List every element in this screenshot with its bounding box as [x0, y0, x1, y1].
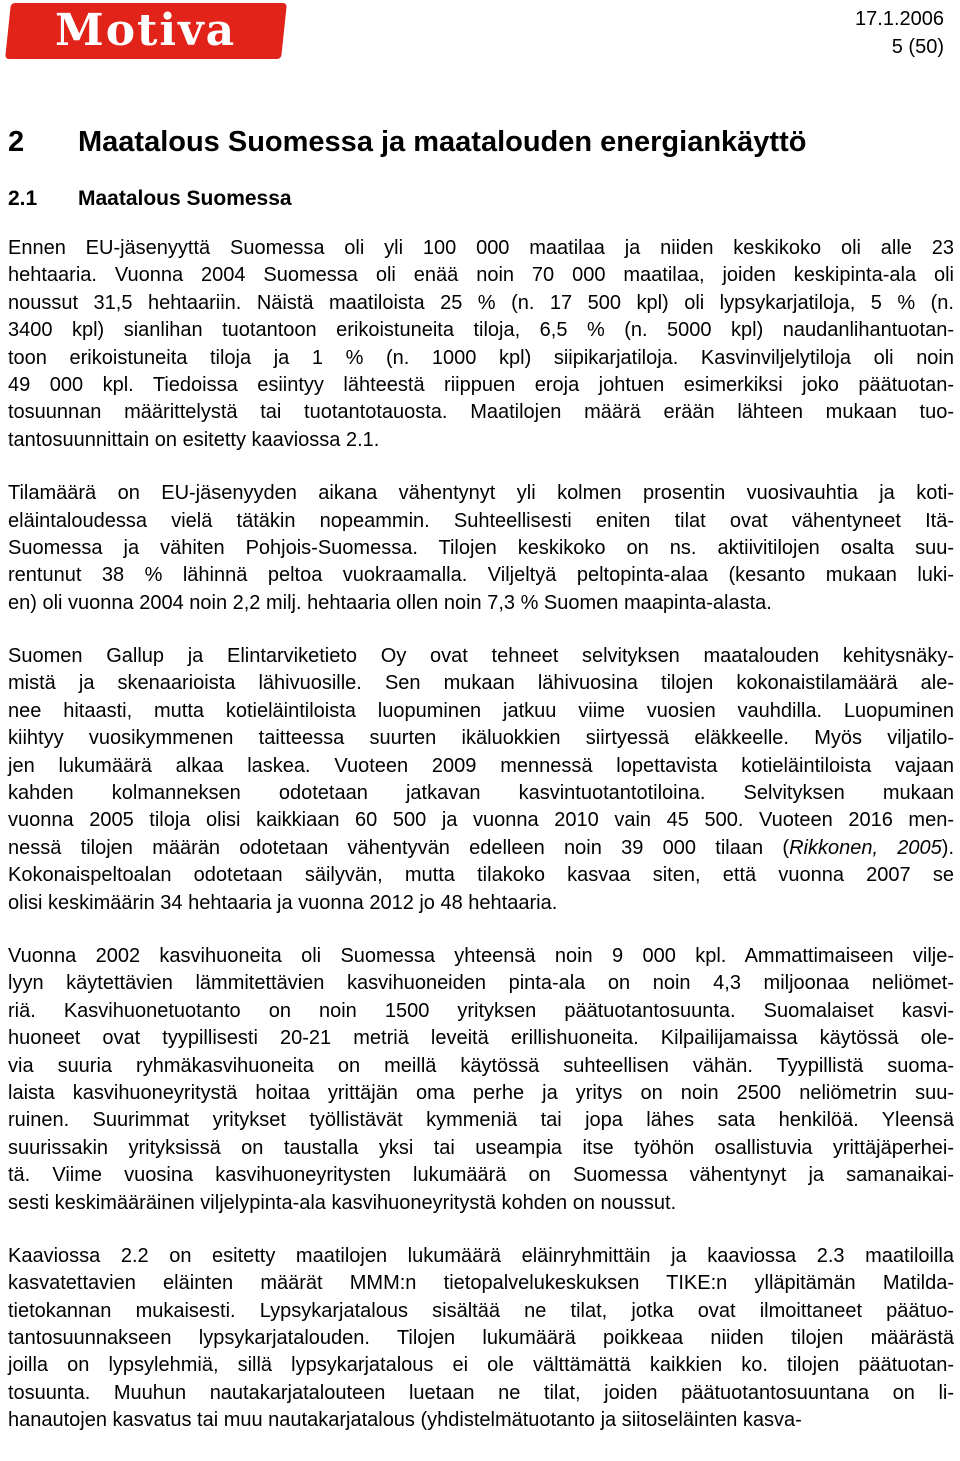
section-number: 2.1 [8, 187, 38, 210]
text-line [8, 862, 954, 889]
text-line [8, 725, 954, 752]
text-line-content: via suuria ryhmäkasvihuoneita on meillä käytössä suhteellisen vähän. Tyypillistä suoma- [8, 1054, 954, 1077]
text-line [8, 1190, 954, 1217]
text-line-content: vuonna 2005 tiloja olisi kaikkiaan 60 500 ja vuonna 2010 vain 45 500. Vuoteen 2016 men- [8, 809, 954, 832]
text-line [8, 1053, 954, 1080]
text-line [8, 372, 954, 399]
text-line-content: ruinen. Suurimmat yritykset työllistävät kymmeniä tai jopa lähes sata henkilöä. Yleensä [8, 1109, 954, 1132]
text-line-content: Tilamäärä on EU-jäsenyyden aikana vähentynyt yli kolmen prosentin vuosivauhtia ja koti- [8, 482, 954, 505]
motiva-logo [5, 3, 287, 59]
text-line [8, 943, 954, 970]
body-text [8, 235, 954, 1461]
document-date: 17.1.2006 [855, 8, 944, 30]
paragraph [8, 643, 954, 917]
text-line [8, 480, 954, 507]
text-line [8, 535, 954, 562]
page-header [0, 0, 960, 70]
text-line [8, 1270, 954, 1297]
text-line-content: mistä ja skenaarioista lähivuosille. Sen mukaan lähivuosina tilojen kokonaistilamäärä ale- [8, 672, 954, 695]
text-line-content: lyyn käytettävien lämmitettävien kasvihuoneiden pinta-ala on noin 4,3 miljoonaa neliömet- [8, 972, 954, 995]
text-line [8, 1080, 954, 1107]
text-line [8, 643, 954, 670]
text-line-content: sesti keskimääräinen viljelypinta-ala kasvihuoneyritystä kohden on noussut. [8, 1191, 677, 1214]
text-line-content: suurissakin yrityksissä on taustalla yksi tai useampia itse työhön osallistuvia yrittäjäperhei- [8, 1136, 954, 1159]
text-line [8, 998, 954, 1025]
text-line-content: eläintaloudessa vielä tätäkin nopeammin. Suhteellisesti eniten tilat ovat vähentyneet Itä- [8, 509, 954, 532]
text-line [8, 698, 954, 725]
text-line-content: tantosuunnakseen lypsykarjatalouden. Tilojen lukumäärä poikkeaa niiden tilojen määrästä [8, 1327, 954, 1350]
text-line-content: tietokannan mukaisesti. Lypsykarjatalous sisältää ne tilat, jotka ovat ilmoittaneet päätuo- [8, 1299, 954, 1322]
page-number: 5 (50) [891, 36, 944, 58]
chapter-title: Maatalous Suomessa ja maatalouden energiankäyttö [78, 126, 807, 158]
text-line [8, 1243, 954, 1270]
text-line [8, 1025, 954, 1052]
text-line [8, 1380, 954, 1407]
text-line-content: Suomen Gallup ja Elintarviketieto Oy ovat tehneet selvityksen maatalouden kehitysnäky- [8, 645, 954, 668]
text-line [8, 590, 954, 617]
header-meta [855, 5, 944, 61]
text-line [8, 753, 954, 780]
text-line [8, 670, 954, 697]
text-line-content: tosuunnan määrittelystä tai tuotantotauosta. Maatilojen määrä erään lähteen mukaan tuo- [8, 401, 954, 424]
text-line [8, 890, 954, 917]
chapter-heading [8, 122, 806, 162]
text-line-content: rentunut 38 % lähinnä peltoa vuokraamalla. Viljeltyä peltopinta-alaa (kesanto mukaan luki- [8, 564, 954, 587]
text-line-content: Suomessa ja vähiten Pohjois-Suomessa. Tilojen keskikoko on ns. aktiivitilojen osalta suu- [8, 536, 954, 559]
text-line-content: Kaaviossa 2.2 on esitetty maatilojen lukumäärä eläinryhmittäin ja kaaviossa 2.3 maatiloilla [8, 1244, 954, 1267]
text-line [8, 1325, 954, 1352]
text-line [8, 1352, 954, 1379]
text-line-content: tosuunta. Muuhun nautakarjatalouteen luetaan ne tilat, joiden päätuotantosuuntana on li- [8, 1381, 954, 1404]
paragraph [8, 943, 954, 1217]
logo-text: Motiva [55, 5, 237, 56]
text-line [8, 290, 954, 317]
text-line-content: toon erikoistuneita tiloja ja 1 % (n. 1000 kpl) siipikarjatiloja. Kasvinviljelytiloja oli noin [8, 346, 954, 369]
text-line-content: huoneet ovat tyypillisesti 20-21 metriä leveitä erillishuoneita. Kilpailijamaissa käytössä ole- [8, 1027, 954, 1050]
text-line-content: en) oli vuonna 2004 noin 2,2 milj. hehtaaria ollen noin 7,3 % Suomen maapinta-alasta. [8, 591, 772, 614]
chapter-number: 2 [8, 126, 25, 158]
text-line-content: kasvatettavien eläinten määrät MMM:n tietopalvelukeskuksen TIKE:n ylläpitämän Matilda- [8, 1272, 954, 1295]
text-line-content: olisi keskimäärin 34 hehtaaria ja vuonna 2012 jo 48 hehtaaria. [8, 891, 558, 914]
text-line-content: joilla on lypsylehmiä, sillä lypsykarjatalous ei ole välttämättä kaikkien ko. tilojen päätuotan- [8, 1354, 954, 1377]
paragraph [8, 235, 954, 454]
text-line-content: 49 000 kpl. Tiedoissa esiintyy lähteestä riippuen eroja johtuen esimerkiksi joko päätuotan- [8, 373, 954, 396]
paragraph [8, 480, 954, 617]
text-line [8, 1107, 954, 1134]
text-line-content: noussut 31,5 hehtaariin. Näistä maatiloista 25 % (n. 17 500 kpl) oli lypsykarjatiloja, 5 % (n. [8, 291, 954, 314]
text-line [8, 1135, 954, 1162]
text-line-content: kahden kolmanneksen odotetaan jatkavan kasvintuotantotiloina. Selvityksen mukaan [8, 782, 954, 805]
text-line-content: kiihtyy vuosikymmenen taitteessa suurten ikäluokkien siirtyessä eläkkeelle. Myös viljatilo- [8, 727, 954, 750]
text-line [8, 1162, 954, 1189]
text-line [8, 317, 954, 344]
text-line-content: hehtaaria. Vuonna 2004 Suomessa oli enää noin 70 000 maatilaa, joiden keskipinta-ala oli [8, 264, 954, 287]
text-line [8, 262, 954, 289]
text-line [8, 345, 954, 372]
text-line [8, 427, 954, 454]
text-line [8, 399, 954, 426]
text-line-content: nee hitaasti, mutta kotieläintiloista luopuminen jatkuu viime vuosien vauhdilla. Luopuminen [8, 699, 954, 722]
text-line [8, 807, 954, 834]
text-line-content: laista kasvihuoneyritystä hoitaa yrittäjän oma perhe ja yritys on noin 2500 neliömetrin suu- [8, 1081, 954, 1104]
section-heading [8, 184, 292, 214]
text-line-content: Kokonaispeltoalan odotetaan säilyvän, mutta tilakoko kasvaa siten, että vuonna 2007 se [8, 864, 954, 887]
text-line-content: jen lukumäärä alkaa laskea. Vuoteen 2009 mennessä lopettavista kotieläintiloista vajaan [8, 754, 954, 777]
text-line [8, 1298, 954, 1325]
text-line [8, 508, 954, 535]
text-line-content: Vuonna 2002 kasvihuoneita oli Suomessa yhteensä noin 9 000 kpl. Ammattimaiseen vilje- [8, 944, 954, 967]
text-line-content: 3400 kpl) sianlihan tuotantoon erikoistuneita tiloja, 6,5 % (n. 5000 kpl) naudanlihantuotan- [8, 319, 954, 342]
text-line [8, 835, 954, 862]
text-line [8, 562, 954, 589]
text-line-content: riä. Kasvihuonetuotanto on noin 1500 yrityksen päätuotantosuunta. Suomalaiset kasvi- [8, 999, 954, 1022]
text-line [8, 235, 954, 262]
section-title: Maatalous Suomessa [78, 187, 292, 210]
text-line-content: nessä tilojen määrän odotetaan vähentyvän edelleen noin 39 000 tilaan ( [8, 836, 790, 859]
text-line [8, 780, 954, 807]
text-line-content: tä. Viime vuosina kasvihuoneyritysten lukumäärä on Suomessa vähentynyt ja samanaikai- [8, 1164, 954, 1187]
text-line-content: hanautojen kasvatus tai muu nautakarjatalous (yhdistelmätuotanto ja siitoseläinten kasva- [8, 1409, 802, 1432]
text-line-content: Ennen EU-jäsenyyttä Suomessa oli yli 100 000 maatilaa ja niiden keskikoko oli alle 23 [8, 237, 954, 259]
text-line [8, 1407, 954, 1434]
text-line-content: tantosuunnittain on esitetty kaaviossa 2.1. [8, 428, 380, 451]
citation-close: ). [941, 836, 954, 859]
citation: Rikkonen, 2005 [789, 836, 942, 859]
text-line [8, 970, 954, 997]
paragraph [8, 1243, 954, 1435]
